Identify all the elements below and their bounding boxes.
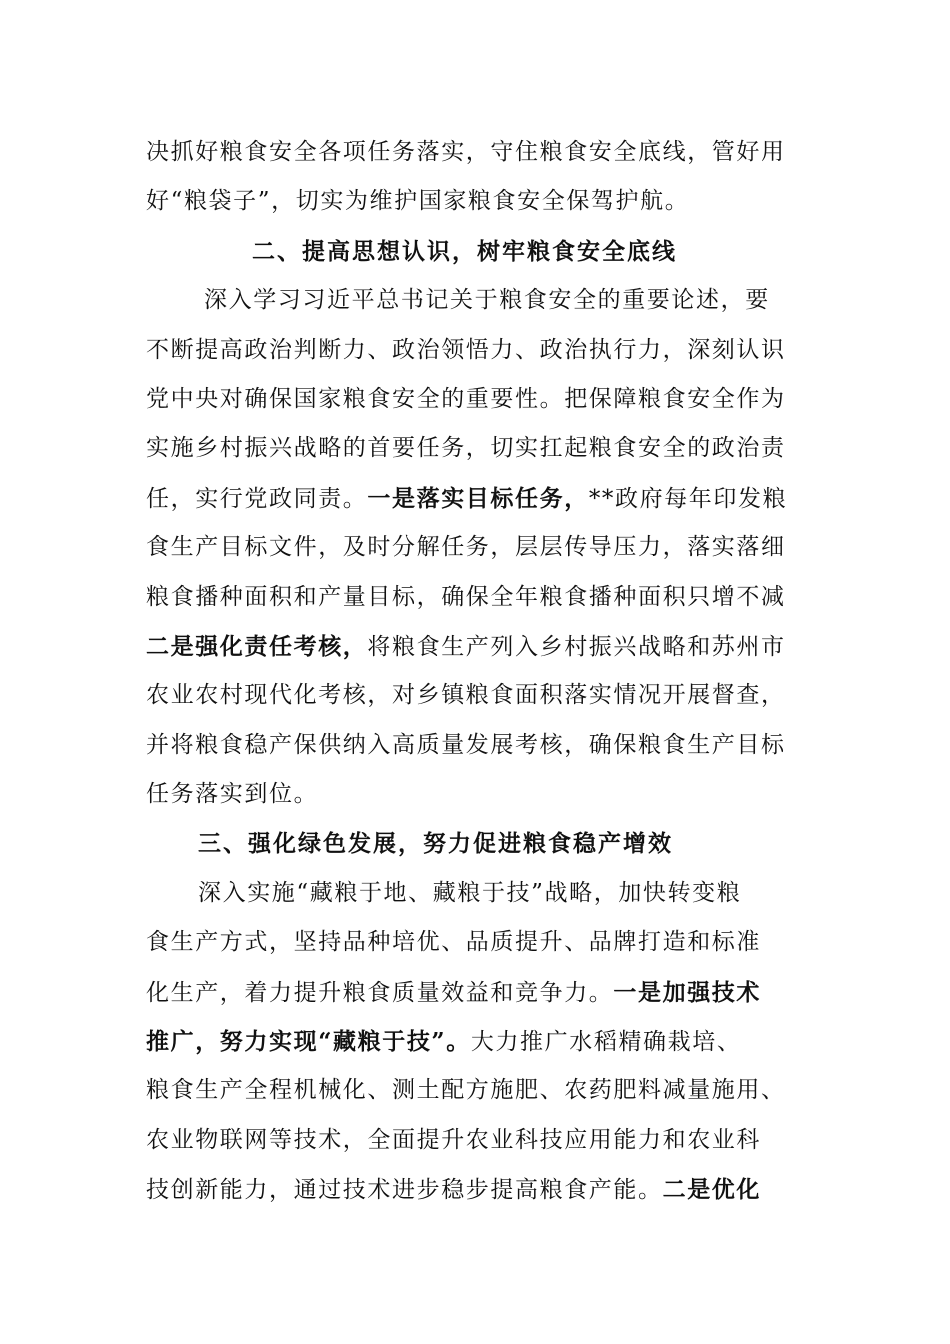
text-segment: 实施乡村振兴战略的首要任务，切实扛起粮食安全的政治责 xyxy=(146,435,786,462)
text-segment: 粮食播种面积和产量目标，确保全年粮食播种面积只增不减 xyxy=(146,583,786,610)
paragraph-line xyxy=(146,770,810,819)
text-segment: 将粮食生产列入乡村振兴战略和苏州市 xyxy=(367,633,786,660)
paragraph-line xyxy=(146,869,810,918)
text-segment: 食生产目标文件，及时分解任务，层层传导压力，落实落细 xyxy=(146,534,786,561)
section-heading-3: 三、强化绿色发展，努力促进粮食稳产增效 xyxy=(198,830,673,858)
document-body xyxy=(146,128,810,1215)
paragraph-line xyxy=(146,573,810,622)
bold-text-segment: 一是落实目标任务， xyxy=(367,484,589,512)
text-segment: 好“粮袋子”，切实为维护国家粮食安全保驾护航。 xyxy=(146,188,690,215)
text-segment: 并将粮食稳产保供纳入高质量发展考核，确保粮食生产目标 xyxy=(146,731,786,758)
paragraph-line xyxy=(146,375,810,424)
paragraph-line xyxy=(146,968,810,1017)
text-segment: 农业物联网等技术，全面提升农业科技应用能力和农业科 xyxy=(146,1126,761,1153)
text-segment: 任，实行党政同责。 xyxy=(146,485,368,512)
paragraph-line xyxy=(146,1165,810,1214)
paragraph-line xyxy=(146,918,810,967)
paragraph-line xyxy=(146,1017,810,1066)
paragraph-line xyxy=(146,128,810,177)
text-segment: 深入实施“藏粮于地、藏粮于技”战略，加快转变粮 xyxy=(198,879,742,906)
paragraph-line xyxy=(146,1066,810,1115)
paragraph-line xyxy=(146,326,810,375)
paragraph-line xyxy=(146,671,810,720)
text-segment: 任务落实到位。 xyxy=(146,781,319,808)
text-segment: 技创新能力，通过技术进步稳步提高粮食产能。 xyxy=(146,1177,663,1204)
paragraph-line xyxy=(146,424,810,473)
section-heading-2: 二、提高思想认识，树牢粮食安全底线 xyxy=(252,237,677,265)
text-segment: 深入学习习近平总书记关于粮食安全的重要论述，要 xyxy=(204,287,770,314)
text-segment: 粮食生产全程机械化、测土配方施肥、农药肥料减量施用、 xyxy=(146,1077,786,1104)
bold-text-segment: 一是加强技术 xyxy=(613,978,762,1006)
text-segment: 化生产，着力提升粮食质量效益和竞争力。 xyxy=(146,979,614,1006)
paragraph-line xyxy=(146,276,810,325)
bold-text-segment: 推广，努力实现“藏粮于技”。 xyxy=(146,1028,471,1056)
text-segment: 党中央对确保国家粮食安全的重要性。把保障粮食安全作为 xyxy=(146,385,786,412)
text-segment: 决抓好粮食安全各项任务落实，守住粮食安全底线，管好用 xyxy=(146,139,786,165)
text-segment: 不断提高政治判断力、政治领悟力、政治执行力，深刻认识 xyxy=(146,336,786,363)
paragraph-line xyxy=(146,474,810,523)
text-segment: 农业农村现代化考核，对乡镇粮食面积落实情况开展督查， xyxy=(146,682,786,709)
paragraph-line xyxy=(146,523,810,572)
text-segment: **政府每年印发粮 xyxy=(588,485,788,512)
paragraph-line xyxy=(146,177,810,226)
text-segment: 大力推广水稻精确栽培、 xyxy=(470,1029,742,1056)
paragraph-line xyxy=(146,721,810,770)
paragraph-line xyxy=(146,1116,810,1165)
text-segment: 食生产方式，坚持品种培优、品质提升、品牌打造和标准 xyxy=(146,929,761,956)
bold-text-segment: 二是优化 xyxy=(662,1176,762,1204)
bold-text-segment: 二是强化责任考核， xyxy=(146,632,368,660)
paragraph-line xyxy=(146,622,810,671)
